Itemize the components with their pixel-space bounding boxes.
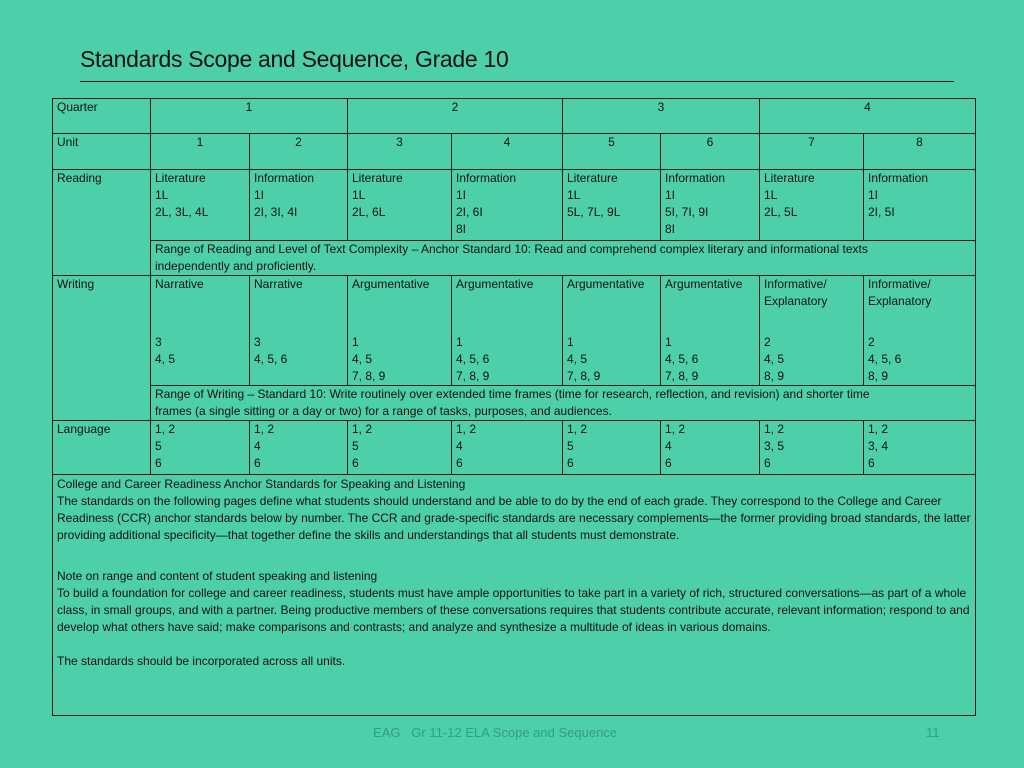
quarter-label: Quarter	[53, 99, 151, 134]
reading-cell: Information 1I 2I, 3I, 4I	[250, 170, 348, 241]
reading-cell: Literature 1L 2L, 6L	[348, 170, 452, 241]
reading-cell: Literature 1L 5L, 7L, 9L	[563, 170, 661, 241]
unit-1: 1	[151, 134, 250, 170]
reading-range: Range of Reading and Level of Text Complexity – Anchor Standard 10: Read and comprehend complex literary and informational texts independently and proficiently.	[151, 241, 976, 276]
writing-cell: Informative/ Explanatory 2 4, 5, 6 8, 9	[864, 276, 976, 386]
footer-text: EAG Gr 11-12 ELA Scope and Sequence	[373, 725, 618, 740]
reading-cell: Information 1I 5I, 7I, 9I 8I	[661, 170, 760, 241]
writing-cell: Argumentative 1 4, 5 7, 8, 9	[348, 276, 452, 386]
language-cell: 1, 2 5 6	[151, 421, 250, 475]
language-cell: 1, 2 5 6	[563, 421, 661, 475]
writing-cell: Informative/ Explanatory 2 4, 5 8, 9	[760, 276, 864, 386]
unit-label: Unit	[53, 134, 151, 170]
unit-4: 4	[452, 134, 563, 170]
language-cell: 1, 2 3, 5 6	[760, 421, 864, 475]
reading-label: Reading	[53, 170, 151, 276]
unit-5: 5	[563, 134, 661, 170]
scope-sequence-table	[52, 98, 976, 716]
ccr-heading: College and Career Readiness Anchor Standards for Speaking and Listening	[57, 477, 466, 491]
language-cell: 1, 2 4 6	[250, 421, 348, 475]
reading-cell: Information 1I 2I, 6I 8I	[452, 170, 563, 241]
language-label: Language	[53, 421, 151, 475]
language-cell: 1, 2 3, 4 6	[864, 421, 976, 475]
quarter-row	[53, 99, 976, 134]
range-heading: Note on range and content of student speaking and listening	[57, 569, 378, 583]
title-divider	[80, 81, 954, 82]
writing-cell: Argumentative 1 4, 5 7, 8, 9	[563, 276, 661, 386]
unit-7: 7	[760, 134, 864, 170]
reading-row	[53, 170, 976, 241]
page-number: 11	[926, 725, 940, 740]
notes-row	[53, 475, 976, 716]
writing-range: Range of Writing – Standard 10: Write routinely over extended time frames (time for research, reflection, and revision) and shorter time frames (a single sitting or a day or two) for a range of tasks, purposes, and audiences.	[151, 386, 976, 421]
unit-3: 3	[348, 134, 452, 170]
quarter-3: 3	[563, 99, 760, 134]
reading-cell: Literature 1L 2L, 5L	[760, 170, 864, 241]
writing-cell: Narrative 3 4, 5, 6	[250, 276, 348, 386]
language-cell: 1, 2 4 6	[661, 421, 760, 475]
writing-cell: Argumentative 1 4, 5, 6 7, 8, 9	[452, 276, 563, 386]
language-row	[53, 421, 976, 475]
writing-label: Writing	[53, 276, 151, 421]
writing-range-row	[53, 386, 976, 421]
notes-cell	[53, 475, 976, 716]
unit-6: 6	[661, 134, 760, 170]
reading-cell: Information 1I 2I, 5I	[864, 170, 976, 241]
unit-2: 2	[250, 134, 348, 170]
language-cell: 1, 2 5 6	[348, 421, 452, 475]
ccr-body: The standards on the following pages define what students should understand and be able to do by the end of each grade. They correspond to the College and Career Readiness (CCR) anchor standards below by number. The CCR and grade-specific standards are necessary complements—the former providing broad standards, the latter providing additional specificity—that together define the skills and understandings that all students must demonstrate.	[57, 494, 971, 542]
writing-cell: Argumentative 1 4, 5, 6 7, 8, 9	[661, 276, 760, 386]
writing-cell: Narrative 3 4, 5	[151, 276, 250, 386]
reading-range-row	[53, 241, 976, 276]
closing-note: The standards should be incorporated across all units.	[57, 654, 346, 668]
reading-cell: Literature 1L 2L, 3L, 4L	[151, 170, 250, 241]
unit-8: 8	[864, 134, 976, 170]
language-cell: 1, 2 4 6	[452, 421, 563, 475]
unit-row	[53, 134, 976, 170]
page-title: Standards Scope and Sequence, Grade 10	[80, 46, 509, 72]
range-body: To build a foundation for college and career readiness, students must have ample opportunities to take part in a variety of rich, structured conversations—as part of a whole class, in small groups, and with a partner. Being productive members of these conversations requires that students contribute accurate, relevant information; respond to and develop what others have said; make comparisons and contrasts; and analyze and synthesize a multitude of ideas in various domains.	[57, 586, 970, 634]
quarter-4: 4	[760, 99, 976, 134]
quarter-1: 1	[151, 99, 348, 134]
writing-row	[53, 276, 976, 386]
quarter-2: 2	[348, 99, 563, 134]
